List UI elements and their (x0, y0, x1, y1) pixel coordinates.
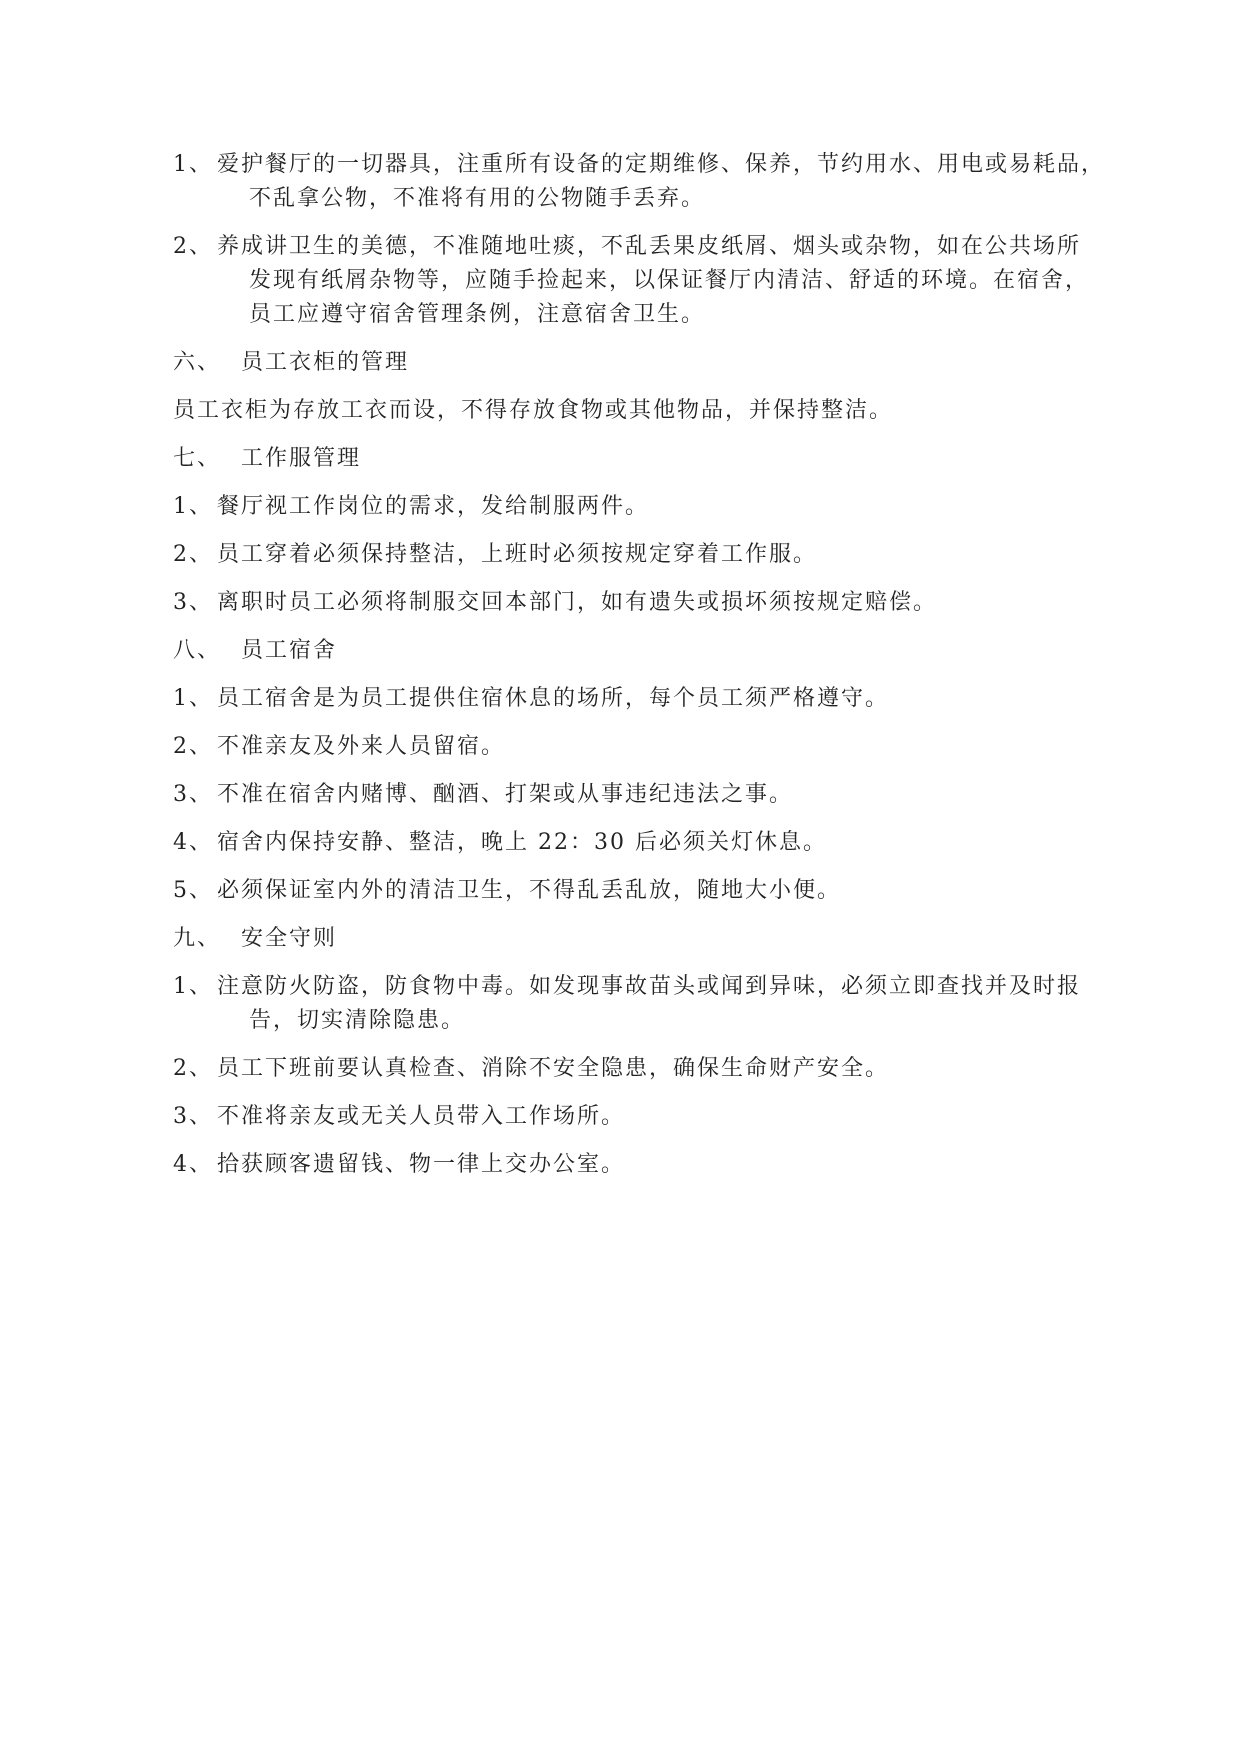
section-heading (173, 442, 1113, 476)
document-body (173, 148, 1113, 1196)
list-item-line: 发现有纸屑杂物等，应随手捡起来，以保证餐厅内清洁、舒适的环境。在宿舍， (249, 268, 1090, 293)
section-number: 八、 (173, 638, 222, 663)
list-item-text (217, 970, 1113, 1038)
section-title: 工作服管理 (241, 446, 362, 471)
list-item-text (217, 490, 1113, 524)
list-item (173, 1052, 1113, 1086)
list-item-line: 员工下班前要认真检查、消除不安全隐患，确保生命财产安全。 (217, 1056, 890, 1081)
list-item-line: 注意防火防盗，防食物中毒。如发现事故苗头或闻到异味，必须立即查找并及时报 (217, 974, 1082, 999)
list-item-number: 1、 (173, 152, 213, 177)
list-item-line: 员工穿着必须保持整洁，上班时必须按规定穿着工作服。 (217, 542, 818, 567)
list-item (173, 1100, 1113, 1134)
list-item (173, 230, 1113, 332)
list-item-number: 2、 (173, 542, 213, 567)
list-item (173, 586, 1113, 620)
list-item-number: 1、 (173, 494, 213, 519)
list-item-line: 必须保证室内外的清洁卫生，不得乱丢乱放，随地大小便。 (217, 878, 842, 903)
list-item-number: 3、 (173, 590, 213, 615)
list-item-text (217, 148, 1113, 216)
list-item-text (217, 682, 1113, 716)
list-item-line: 告，切实清除隐患。 (249, 1008, 466, 1033)
list-item-text (217, 1100, 1113, 1134)
list-item-line: 不乱拿公物，不准将有用的公物随手丢弃。 (249, 186, 706, 211)
list-item-line: 拾获顾客遗留钱、物一律上交办公室。 (217, 1152, 626, 1177)
list-item (173, 490, 1113, 524)
list-item-text (217, 538, 1113, 572)
section-heading (173, 922, 1113, 956)
list-item (173, 148, 1113, 216)
list-item (173, 874, 1113, 908)
list-item (173, 1148, 1113, 1182)
list-item-number: 1、 (173, 686, 213, 711)
section-number: 七、 (173, 446, 222, 471)
list-item-number: 5、 (173, 878, 213, 903)
list-item-line: 员工应遵守宿舍管理条例，注意宿舍卫生。 (249, 302, 706, 327)
list-item-number: 2、 (173, 734, 213, 759)
list-item-line: 不准在宿舍内赌博、酗酒、打架或从事违纪违法之事。 (217, 782, 794, 807)
list-item-text (217, 230, 1113, 332)
list-item-line: 宿舍内保持安静、整洁，晚上 22：30 后必须关灯休息。 (217, 830, 827, 855)
list-item (173, 730, 1113, 764)
list-item-number: 4、 (173, 1152, 213, 1177)
list-item-text (217, 586, 1113, 620)
list-item (173, 538, 1113, 572)
list-item-line: 养成讲卫生的美德，不准随地吐痰，不乱丢果皮纸屑、烟头或杂物，如在公共场所 (217, 234, 1082, 259)
section-heading (173, 634, 1113, 668)
list-item-line: 员工宿舍是为员工提供住宿休息的场所，每个员工须严格遵守。 (217, 686, 890, 711)
list-item (173, 826, 1113, 860)
section-number: 六、 (173, 350, 222, 375)
list-item-line: 爱护餐厅的一切器具，注重所有设备的定期维修、保养，节约用水、用电或易耗品， (217, 152, 1106, 177)
list-item-text (217, 1052, 1113, 1086)
list-item (173, 682, 1113, 716)
list-item-line: 不准亲友及外来人员留宿。 (217, 734, 506, 759)
list-item-number: 3、 (173, 1104, 213, 1129)
paragraph: 员工衣柜为存放工衣而设，不得存放食物或其他物品，并保持整洁。 (173, 398, 894, 423)
list-item-line: 离职时员工必须将制服交回本部门，如有遗失或损坏须按规定赔偿。 (217, 590, 938, 615)
list-item-text (217, 826, 1113, 860)
section-title: 员工宿舍 (241, 638, 338, 663)
section-title: 员工衣柜的管理 (241, 350, 410, 375)
section-number: 九、 (173, 926, 222, 951)
list-item-number: 2、 (173, 1056, 213, 1081)
list-item-line: 餐厅视工作岗位的需求，发给制服两件。 (217, 494, 650, 519)
section-title: 安全守则 (241, 926, 338, 951)
section-heading (173, 346, 1113, 380)
list-item-number: 4、 (173, 830, 213, 855)
list-item (173, 778, 1113, 812)
list-item-text (217, 1148, 1113, 1182)
list-item-text (217, 730, 1113, 764)
list-item-text (217, 778, 1113, 812)
list-item-number: 2、 (173, 234, 213, 259)
list-item-text (217, 874, 1113, 908)
list-item-number: 3、 (173, 782, 213, 807)
list-item-number: 1、 (173, 974, 213, 999)
list-item-line: 不准将亲友或无关人员带入工作场所。 (217, 1104, 626, 1129)
list-item (173, 970, 1113, 1038)
